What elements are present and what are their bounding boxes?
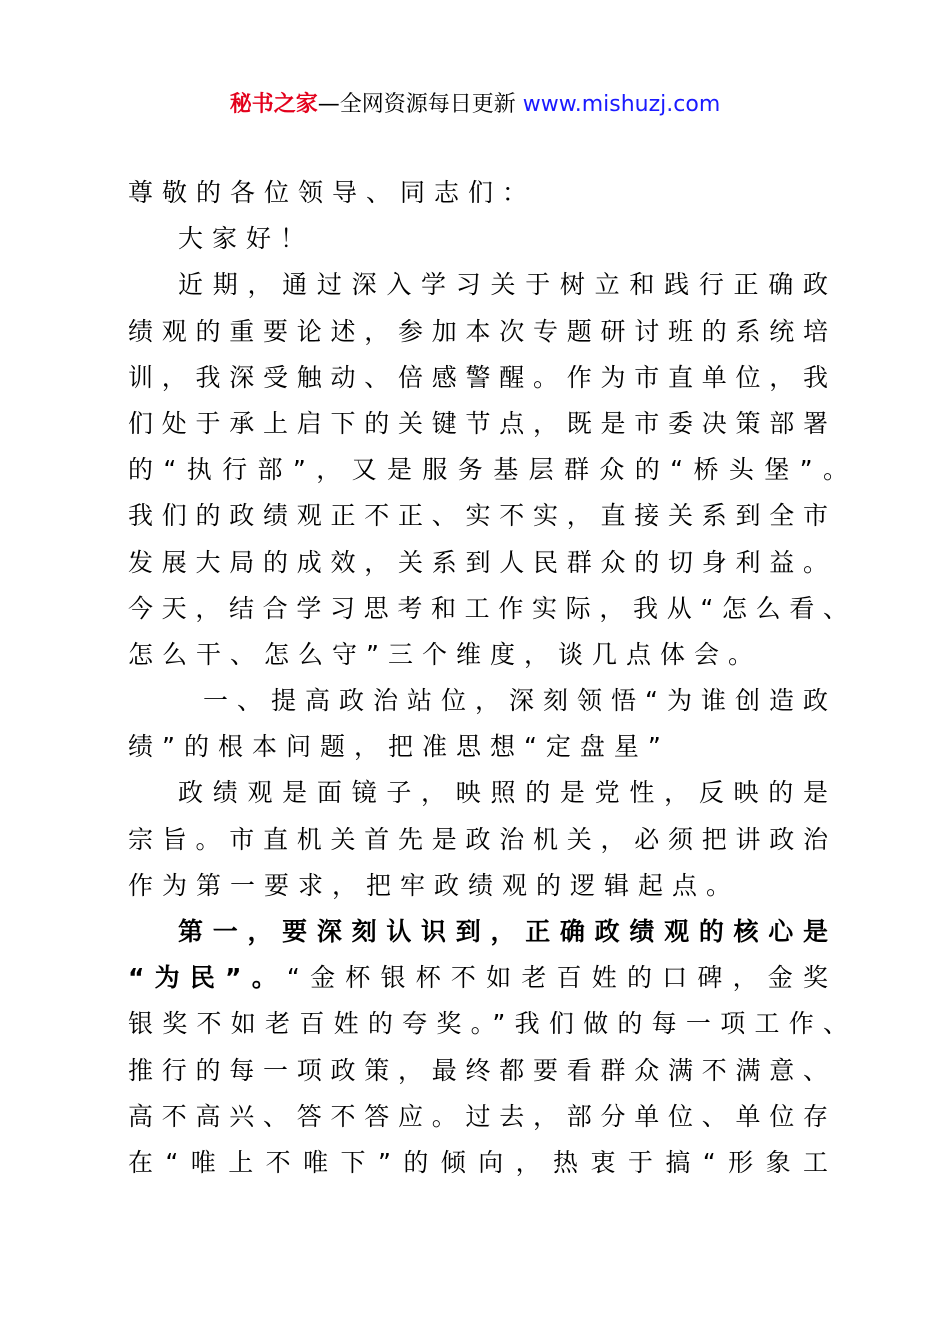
paragraph-line: 绩观的重要论述，参加本次专题研讨班的系统培 bbox=[128, 316, 828, 346]
section-heading-line: 绩”的根本问题，把准思想“定盘星” bbox=[128, 732, 670, 762]
subheading-line: “为民”。 bbox=[128, 963, 287, 993]
quote-line: “金杯银杯不如老百姓的口碑，金奖 bbox=[286, 963, 828, 993]
salutation: 尊敬的各位领导、同志们： bbox=[128, 178, 537, 207]
paragraph-line bbox=[128, 955, 828, 1001]
paragraph-line: 宗旨。市直机关首先是政治机关，必须把讲政治 bbox=[128, 824, 828, 854]
brand-name: 秘书之家 bbox=[229, 92, 318, 117]
paragraph-line: 们处于承上启下的关键节点，既是市委决策部署 bbox=[128, 408, 828, 438]
paragraph-line: 银奖不如老百姓的夸奖。”我们做的每一项工作、 bbox=[128, 1009, 848, 1039]
paragraph-line: 发展大局的成效，关系到人民群众的切身利益。 bbox=[128, 547, 828, 577]
paragraph-line: 训，我深受触动、倍感警醒。作为市直单位，我 bbox=[128, 362, 828, 392]
paragraph-line: 的“执行部”，又是服务基层群众的“桥头堡”。 bbox=[128, 455, 848, 485]
paragraph-line: 近期，通过深入学习关于树立和践行正确政 bbox=[178, 270, 828, 300]
paragraph-line: 作为第一要求，把牢政绩观的逻辑起点。 bbox=[128, 870, 741, 900]
paragraph-line: 推行的每一项政策，最终都要看群众满不满意、 bbox=[128, 1055, 828, 1085]
section-heading-line: 一、提高政治站位，深刻领悟“为谁创造政 bbox=[203, 686, 828, 716]
paragraph-line: 我们的政绩观正不正、实不实，直接关系到全市 bbox=[128, 501, 828, 531]
paragraph-line: 在“唯上不唯下”的倾向，热衷于搞“形象工 bbox=[128, 1147, 828, 1177]
paragraph-line: 怎么干、怎么守”三个维度，谈几点体会。 bbox=[128, 639, 762, 669]
paragraph-line: 高不高兴、答不答应。过去，部分单位、单位存 bbox=[128, 1101, 828, 1131]
subheading-line: 第一，要深刻认识到，正确政绩观的核心是 bbox=[178, 917, 828, 946]
paragraph-line: 政绩观是面镜子，映照的是党性，反映的是 bbox=[178, 778, 828, 808]
paragraph-line: 今天，结合学习思考和工作实际，我从“怎么看、 bbox=[128, 593, 848, 623]
page-header bbox=[0, 88, 950, 122]
header-tagline: —全网资源每日更新 bbox=[317, 92, 523, 117]
document-body bbox=[128, 170, 848, 1186]
website-url[interactable]: www.mishuzj.com bbox=[522, 92, 721, 117]
greeting: 大家好！ bbox=[178, 224, 315, 254]
